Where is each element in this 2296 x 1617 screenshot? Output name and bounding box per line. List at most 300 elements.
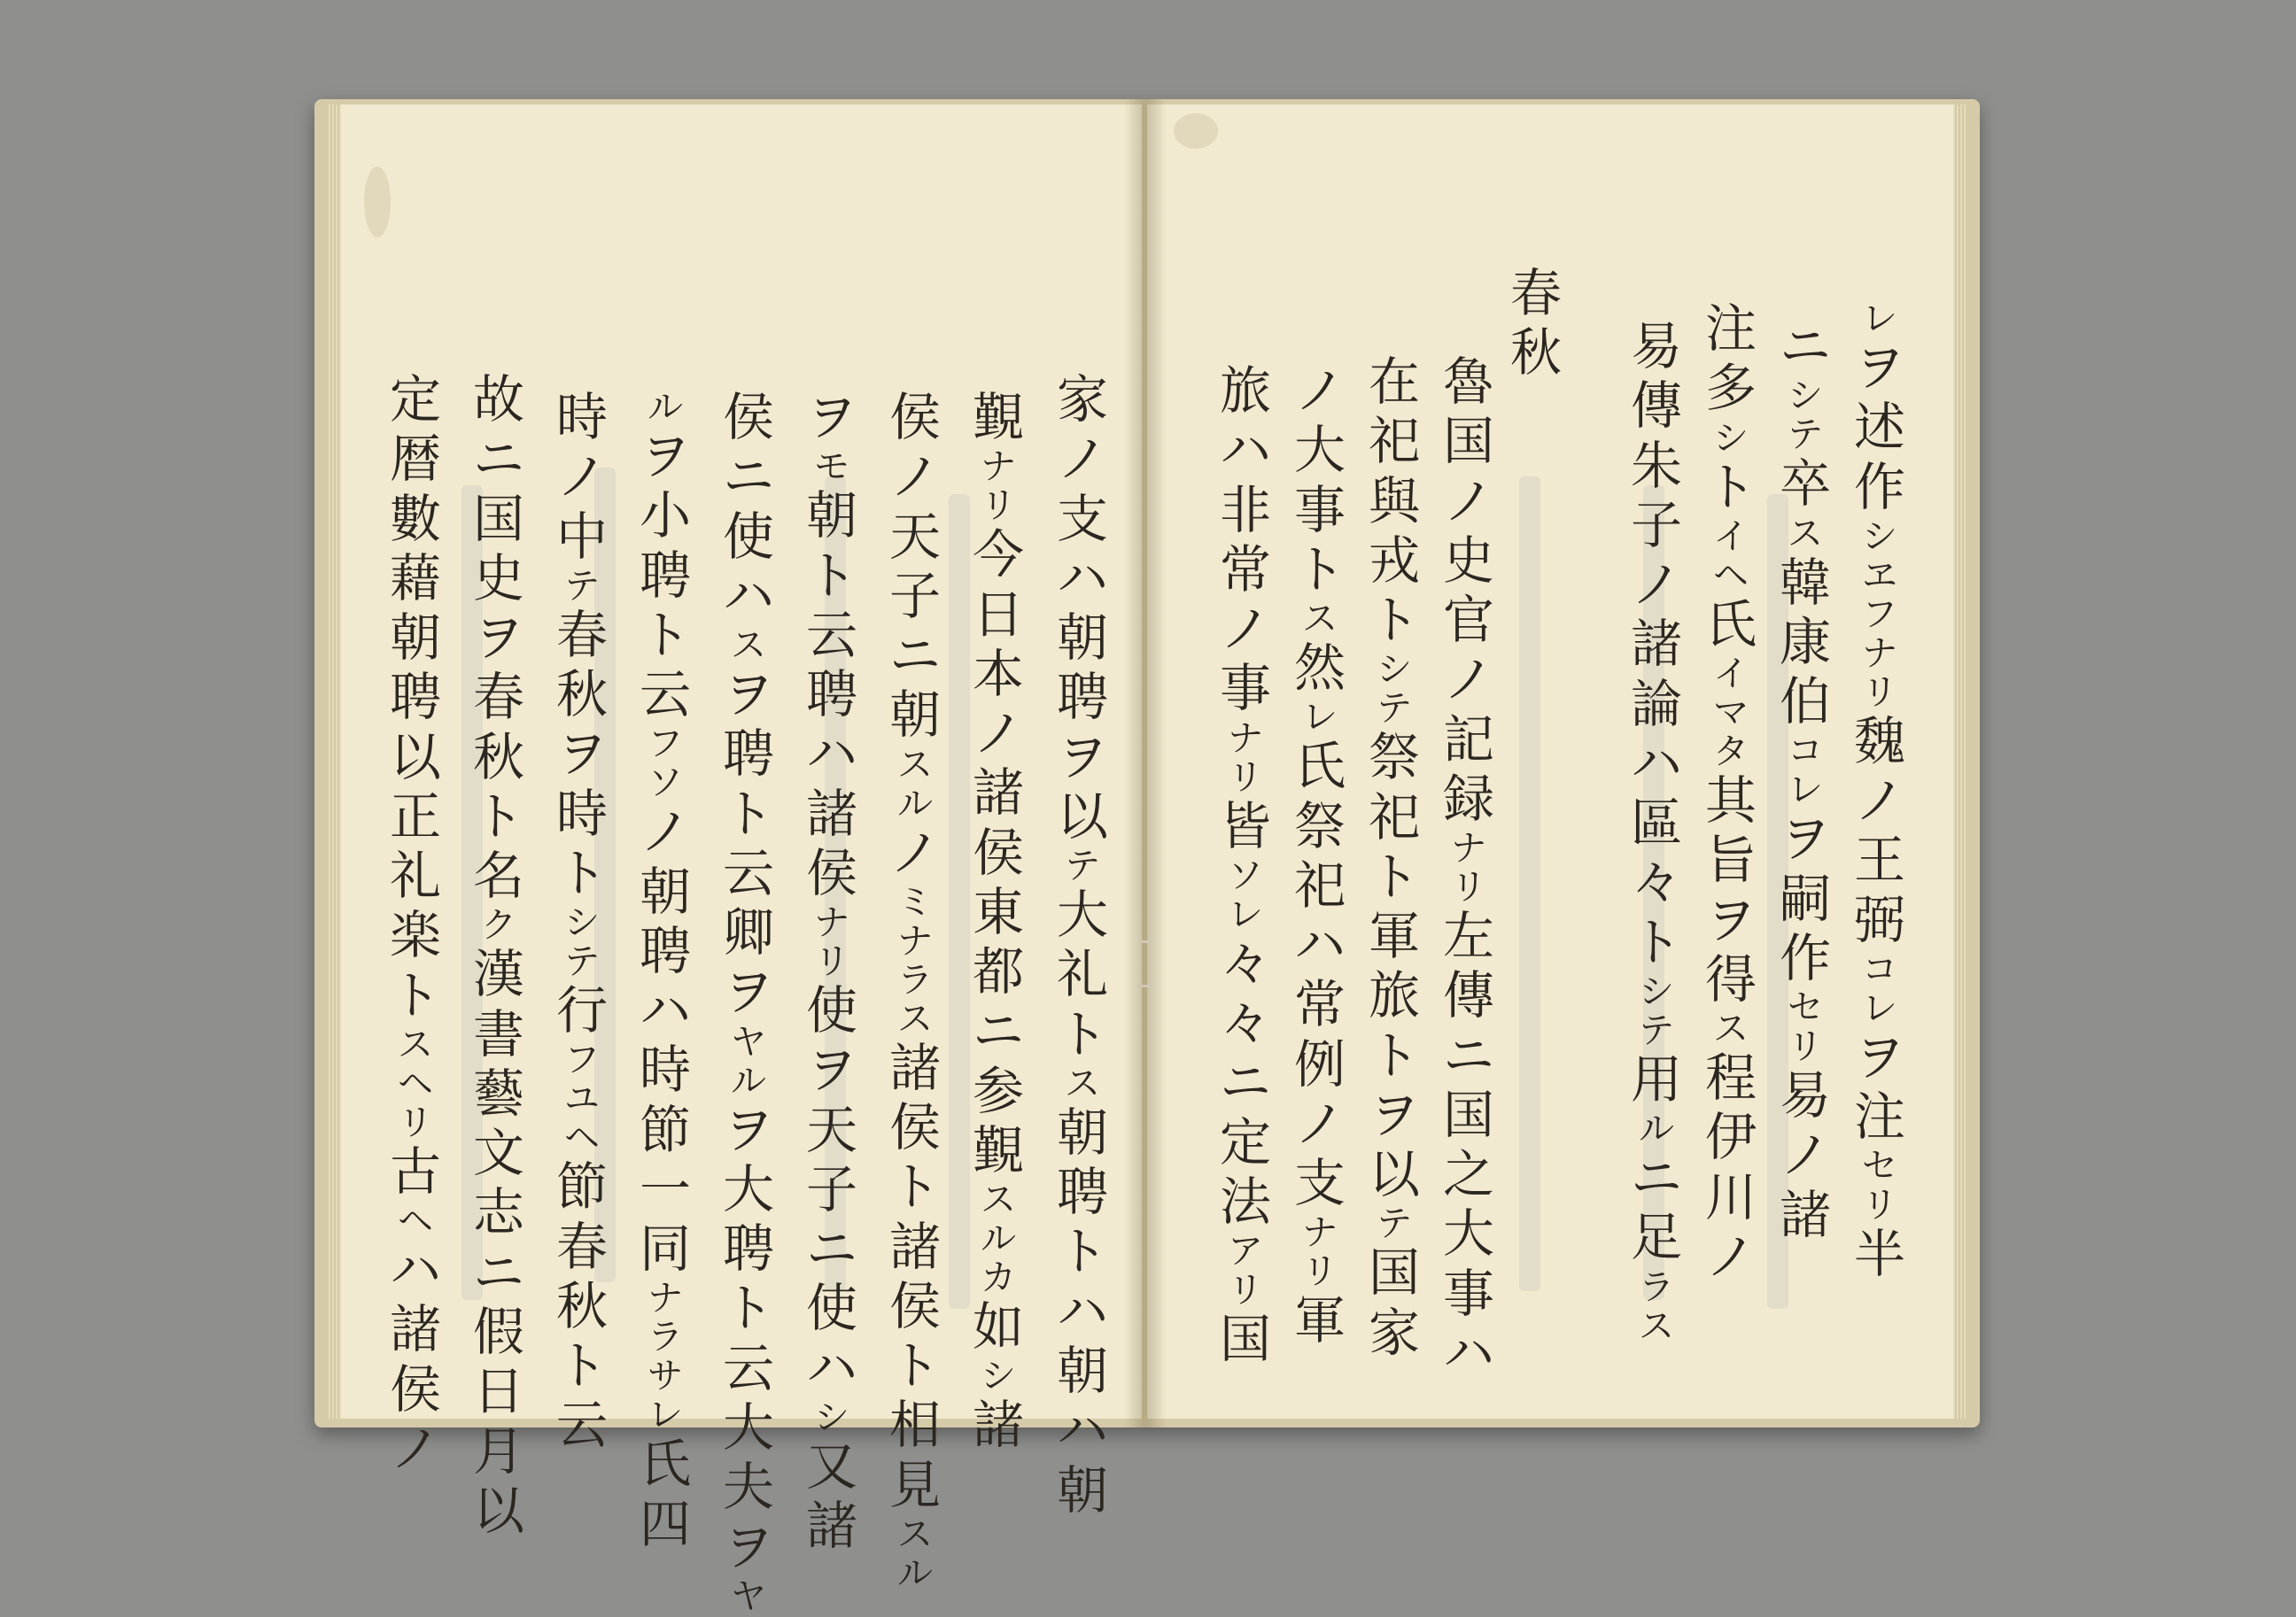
glyph: 戎 — [1369, 530, 1421, 591]
glyph: 参 — [973, 1060, 1025, 1121]
glyph: 聘 — [640, 920, 692, 981]
glyph: ア — [1228, 1231, 1263, 1273]
glyph: ハ — [1057, 547, 1109, 608]
column-text — [1294, 361, 1346, 1351]
glyph: ノ — [889, 446, 942, 507]
glyph: シ — [1713, 417, 1749, 459]
glyph: 諸 — [806, 783, 858, 844]
glyph: ハ — [1057, 1280, 1109, 1342]
glyph: 侯 — [889, 387, 942, 447]
glyph: 卿 — [723, 902, 775, 963]
glyph: 天 — [889, 506, 942, 567]
glyph: 四 — [640, 1493, 692, 1554]
glyph: ハ — [1631, 732, 1683, 793]
glyph: 魯 — [1443, 352, 1495, 412]
column-text — [889, 388, 941, 1593]
glyph: 楽 — [390, 905, 442, 966]
glyph: 時 — [640, 1040, 692, 1101]
glyph: 相 — [889, 1395, 942, 1456]
column-text — [723, 388, 774, 1616]
glyph: 小 — [640, 485, 692, 546]
glyph: 国 — [1369, 1242, 1421, 1304]
glyph: 秋 — [473, 726, 525, 787]
glyph: 以 — [473, 1480, 525, 1541]
glyph: ハ — [806, 723, 858, 785]
glyph: コ — [1862, 948, 1897, 990]
glyph: 漢 — [473, 944, 525, 1005]
glyph: 旅 — [1369, 965, 1421, 1026]
glyph: 春 — [473, 667, 525, 728]
glyph: 云 — [556, 1395, 609, 1456]
glyph: 月 — [473, 1420, 525, 1482]
glyph: イ — [1713, 515, 1749, 557]
glyph: 見 — [889, 1454, 942, 1515]
glyph: シ — [1639, 971, 1674, 1012]
glyph: ス — [731, 625, 766, 667]
glyph: ニ — [1443, 1025, 1495, 1086]
glyph: ス — [1065, 1063, 1100, 1104]
glyph: ノ — [1705, 1226, 1757, 1287]
glyph: カ — [981, 1257, 1016, 1299]
glyph: 同 — [640, 1219, 692, 1280]
left-column-1 — [1057, 370, 1108, 1520]
glyph: 名 — [473, 846, 525, 907]
glyph: 家 — [1369, 1302, 1421, 1363]
column-text — [1854, 299, 1905, 1285]
glyph: ヘ — [1713, 554, 1749, 596]
glyph: 常 — [1220, 538, 1272, 600]
glyph: リ — [981, 485, 1016, 527]
glyph: ニ — [806, 1219, 858, 1280]
glyph: 文 — [473, 1123, 525, 1184]
glyph: レ — [1788, 770, 1823, 811]
glyph: 朝 — [390, 607, 442, 669]
glyph: ラ — [648, 1317, 683, 1358]
glyph: 聘 — [1057, 1162, 1109, 1223]
glyph: ス — [1302, 599, 1338, 640]
glyph: 諸 — [1631, 614, 1683, 675]
open-book — [314, 99, 1980, 1617]
glyph: テ — [564, 565, 600, 607]
glyph: ノ — [1854, 770, 1906, 832]
left-column-4 — [806, 388, 857, 1557]
glyph: ヲ — [1780, 808, 1832, 870]
column-text — [1443, 352, 1494, 1383]
glyph: ス — [1713, 1009, 1749, 1050]
glyph: ル — [981, 1219, 1016, 1260]
glyph: 云 — [640, 664, 692, 725]
glyph: 康 — [1780, 611, 1832, 672]
glyph: ト — [1057, 1221, 1109, 1282]
glyph: 子 — [889, 565, 942, 626]
glyph: ノ — [1443, 470, 1495, 531]
glyph: 然 — [1294, 638, 1346, 699]
glyph: 礼 — [1057, 944, 1109, 1005]
glyph: ニ — [723, 446, 775, 507]
glyph: 書 — [473, 1003, 525, 1064]
column-text — [1780, 317, 1831, 1245]
glyph: 作 — [1780, 927, 1832, 988]
glyph: ト — [723, 1278, 775, 1339]
glyph: 王 — [1854, 830, 1906, 891]
glyph: 又 — [806, 1435, 858, 1497]
glyph: シ — [1377, 649, 1412, 691]
glyph: 暦 — [390, 429, 442, 490]
glyph: ニ — [1780, 316, 1832, 376]
glyph: ハ — [1220, 420, 1272, 481]
left-column-7 — [556, 388, 608, 1456]
glyph: 礼 — [390, 846, 442, 907]
glyph: 節 — [640, 1099, 692, 1160]
left-column-8 — [473, 370, 524, 1541]
left-column-6 — [640, 388, 691, 1554]
glyph: 聘 — [723, 723, 775, 785]
right-column-4 — [1631, 317, 1682, 1346]
glyph: 諸 — [1780, 1184, 1832, 1245]
column-text — [556, 388, 608, 1456]
glyph: 国 — [1220, 1309, 1272, 1370]
bleed-through — [1519, 476, 1540, 1291]
glyph: リ — [1302, 1251, 1338, 1293]
glyph: ハ — [1294, 915, 1346, 976]
glyph: 程 — [1705, 1048, 1757, 1109]
glyph: ハ — [640, 980, 692, 1041]
glyph: 諸 — [806, 1496, 858, 1557]
glyph: 朝 — [806, 485, 858, 546]
glyph: ヲ — [1057, 726, 1109, 787]
column-text — [1369, 352, 1420, 1363]
glyph: 朱 — [1631, 435, 1683, 496]
glyph: 侯 — [723, 387, 775, 447]
glyph: 事 — [1220, 658, 1272, 719]
glyph: ル — [648, 387, 683, 428]
glyph: ノ — [973, 703, 1025, 764]
glyph: リ — [1788, 1026, 1823, 1068]
glyph: 以 — [1057, 785, 1109, 847]
glyph: 祀 — [1294, 855, 1346, 916]
right-column-2 — [1780, 317, 1831, 1245]
glyph: 云 — [806, 604, 858, 665]
glyph: ヲ — [556, 723, 609, 785]
glyph: ヲ — [806, 1040, 858, 1101]
glyph: ナ — [1228, 717, 1263, 759]
glyph: 大 — [1294, 420, 1346, 481]
glyph: ナ — [897, 920, 933, 962]
right-page-edge — [1953, 104, 1966, 1419]
glyph: ミ — [897, 881, 933, 923]
glyph: 述 — [1854, 397, 1906, 458]
glyph: ニ — [473, 429, 525, 490]
glyph: 祭 — [1294, 795, 1346, 856]
glyph: 弼 — [1854, 889, 1906, 950]
glyph: ヲ — [723, 962, 775, 1023]
glyph: 子 — [806, 1158, 858, 1219]
glyph: 定 — [1220, 1111, 1272, 1172]
left-page-edge — [329, 104, 341, 1419]
glyph: 国 — [1443, 1084, 1495, 1145]
right-column-8 — [1220, 361, 1271, 1369]
glyph: 大 — [1443, 1203, 1495, 1265]
glyph: 使 — [806, 980, 858, 1041]
glyph: フ — [564, 1040, 600, 1081]
glyph: 日 — [973, 584, 1025, 645]
glyph: リ — [1228, 1270, 1263, 1311]
glyph: 朝 — [1057, 607, 1109, 669]
glyph: ト — [1369, 846, 1421, 907]
glyph: ハ — [1443, 1322, 1495, 1383]
glyph: ス — [981, 1180, 1016, 1221]
glyph: レ — [1862, 298, 1897, 339]
glyph: 傳 — [1443, 965, 1495, 1026]
glyph: フ — [648, 723, 683, 765]
glyph: ト — [1631, 911, 1683, 972]
glyph: ヲ — [723, 664, 775, 725]
glyph: ト — [640, 604, 692, 665]
glyph: 韓 — [1780, 552, 1832, 613]
column-text — [806, 388, 857, 1557]
book-gutter — [1124, 99, 1167, 1427]
glyph: 注 — [1854, 1087, 1906, 1148]
glyph: コ — [1788, 731, 1823, 772]
column-text — [390, 370, 441, 1479]
glyph: 事 — [1443, 1263, 1495, 1324]
glyph: 氏 — [640, 1434, 692, 1495]
glyph: ル — [897, 1552, 933, 1594]
glyph: ス — [1788, 513, 1823, 554]
glyph: ヲ — [1854, 1026, 1906, 1087]
column-text — [973, 388, 1024, 1456]
glyph: 朝 — [1057, 1340, 1109, 1401]
glyph: ヘ — [398, 1201, 433, 1242]
glyph: 定 — [390, 369, 442, 429]
glyph: 聘 — [723, 1219, 775, 1280]
glyph: 用 — [1631, 1048, 1683, 1110]
right-column-1 — [1854, 299, 1905, 1285]
glyph: 今 — [973, 524, 1025, 585]
glyph: 々 — [1220, 993, 1272, 1054]
glyph: 々 — [1220, 932, 1272, 994]
glyph: 古 — [390, 1141, 442, 1202]
glyph: 東 — [973, 881, 1025, 942]
glyph: テ — [1639, 1010, 1674, 1051]
glyph: 朝 — [640, 861, 692, 922]
glyph: 半 — [1854, 1224, 1906, 1285]
glyph: テ — [1788, 414, 1823, 456]
glyph: 祀 — [1369, 411, 1421, 472]
left-column-5 — [723, 388, 774, 1616]
glyph: ス — [897, 998, 933, 1040]
glyph: 秋 — [1510, 322, 1563, 383]
glyph: 侯 — [390, 1358, 442, 1420]
glyph: 支 — [1057, 488, 1109, 549]
glyph: シ — [564, 902, 600, 944]
glyph: 正 — [390, 785, 442, 847]
glyph: ノ — [390, 1418, 442, 1479]
glyph: イ — [1713, 654, 1749, 695]
glyph: ヤ — [731, 1021, 766, 1063]
glyph: ヲ — [473, 607, 525, 669]
glyph: 易 — [1780, 1065, 1832, 1126]
column-text — [473, 370, 524, 1541]
glyph: ヤ — [731, 1575, 766, 1617]
glyph: ス — [398, 1024, 433, 1065]
glyph: 志 — [473, 1182, 525, 1243]
glyph: ス — [1639, 1305, 1674, 1347]
glyph: 聘 — [1057, 667, 1109, 728]
glyph: リ — [398, 1102, 433, 1143]
glyph: ヲ — [806, 387, 858, 447]
glyph: ハ — [1057, 1400, 1109, 1461]
glyph: 朝 — [1057, 1102, 1109, 1163]
glyph: 魏 — [1854, 710, 1906, 771]
glyph: ナ — [648, 1278, 683, 1319]
glyph: ヲ — [723, 1099, 775, 1160]
glyph: 使 — [806, 1278, 858, 1339]
glyph: 官 — [1443, 590, 1495, 651]
glyph: 軍 — [1294, 1290, 1346, 1351]
glyph: 天 — [806, 1099, 858, 1160]
glyph: 家 — [1057, 369, 1109, 429]
glyph: 国 — [1443, 411, 1495, 472]
glyph: ト — [1369, 590, 1421, 651]
column-text — [1220, 361, 1271, 1369]
glyph: 覲 — [973, 1119, 1025, 1180]
glyph: 多 — [1705, 358, 1757, 419]
glyph: テ — [564, 941, 600, 983]
glyph: ノ — [889, 822, 942, 883]
glyph: シ — [1788, 375, 1823, 417]
glyph: ト — [889, 1157, 942, 1218]
glyph: ヲ — [1705, 889, 1757, 950]
glyph: ニ — [473, 1242, 525, 1303]
glyph: リ — [814, 941, 849, 983]
glyph: ス — [897, 744, 933, 785]
glyph: ヘ — [398, 1063, 433, 1104]
glyph: 伯 — [1780, 671, 1832, 732]
left-page — [329, 104, 1144, 1617]
glyph: ヲ — [640, 426, 692, 486]
glyph: 時 — [556, 387, 609, 447]
glyph: ナ — [1862, 632, 1897, 674]
section-heading — [1510, 264, 1562, 383]
glyph: 侯 — [973, 822, 1025, 883]
glyph: タ — [1713, 731, 1749, 773]
glyph: 侯 — [889, 1097, 942, 1158]
glyph: レ — [1228, 894, 1263, 935]
glyph: シ — [1862, 515, 1897, 557]
glyph: ト — [1057, 1003, 1109, 1064]
column-text — [640, 388, 691, 1554]
glyph: リ — [1228, 756, 1263, 798]
glyph: ト — [556, 1335, 609, 1396]
glyph: 事 — [1294, 479, 1346, 540]
glyph: ク — [481, 905, 516, 947]
bleed-through — [949, 494, 970, 1309]
glyph: 云 — [723, 1337, 775, 1398]
glyph: 諸 — [390, 1299, 442, 1360]
glyph: レ — [1302, 697, 1338, 739]
glyph: 史 — [473, 547, 525, 608]
paper-stain — [364, 166, 391, 237]
glyph: ハ — [390, 1240, 442, 1301]
glyph: ナ — [1451, 828, 1486, 870]
glyph: ト — [1294, 538, 1346, 600]
glyph: シ — [814, 1396, 849, 1438]
glyph: 諸 — [973, 762, 1025, 824]
glyph: テ — [1377, 688, 1412, 730]
glyph: 氏 — [1705, 593, 1757, 654]
glyph: テ — [1065, 846, 1100, 887]
glyph: 在 — [1369, 352, 1421, 412]
glyph: 大 — [723, 1158, 775, 1219]
glyph: 々 — [1631, 852, 1683, 913]
glyph: 春 — [556, 604, 609, 665]
left-column-3 — [889, 388, 941, 1593]
glyph: 春 — [1510, 263, 1563, 323]
glyph: 數 — [390, 488, 442, 549]
glyph: ニ — [1220, 1052, 1272, 1113]
glyph: 以 — [390, 726, 442, 787]
glyph: 非 — [1220, 479, 1272, 540]
glyph: ノ — [1294, 360, 1346, 421]
glyph: ト — [1369, 1025, 1421, 1086]
glyph: 嗣 — [1780, 868, 1832, 929]
left-column-2 — [973, 388, 1024, 1456]
glyph: ニ — [889, 625, 942, 686]
binding-thread — [1138, 940, 1152, 943]
glyph: ト — [723, 783, 775, 844]
glyph: 故 — [473, 369, 525, 429]
glyph: ト — [390, 964, 442, 1025]
glyph: レ — [1862, 987, 1897, 1029]
right-column-7 — [1294, 361, 1346, 1351]
glyph: サ — [648, 1356, 683, 1397]
glyph: マ — [1713, 692, 1749, 734]
glyph: 日 — [473, 1361, 525, 1422]
glyph: ソ — [648, 762, 683, 804]
glyph: 国 — [473, 488, 525, 549]
glyph: 春 — [556, 1216, 609, 1277]
glyph: 卒 — [1780, 453, 1832, 514]
glyph: 都 — [973, 941, 1025, 1002]
glyph: 與 — [1369, 470, 1421, 531]
glyph: 秋 — [556, 664, 609, 725]
glyph: ノ — [556, 446, 609, 507]
glyph: リ — [1451, 867, 1486, 909]
glyph: 藝 — [473, 1063, 525, 1124]
left-column-9 — [390, 370, 441, 1479]
glyph: ノ — [640, 801, 692, 863]
glyph: ル — [731, 1060, 766, 1102]
glyph: ナ — [814, 902, 849, 944]
glyph: ヲ — [1854, 337, 1906, 398]
column-text — [1705, 299, 1757, 1287]
glyph: ナ — [1302, 1212, 1338, 1254]
glyph: ナ — [981, 446, 1016, 488]
glyph: 聘 — [806, 664, 858, 725]
glyph: ル — [1639, 1109, 1674, 1150]
glyph: 如 — [973, 1296, 1025, 1358]
glyph: 侯 — [806, 842, 858, 903]
glyph: リ — [1862, 1185, 1897, 1226]
right-heading-chunqiu — [1510, 264, 1562, 383]
glyph: ヘ — [564, 1118, 600, 1159]
glyph: 一 — [640, 1158, 692, 1219]
glyph: 作 — [1854, 456, 1906, 517]
glyph: テ — [1377, 1203, 1412, 1245]
glyph: ノ — [1631, 554, 1683, 615]
binding-thread — [1138, 985, 1152, 987]
